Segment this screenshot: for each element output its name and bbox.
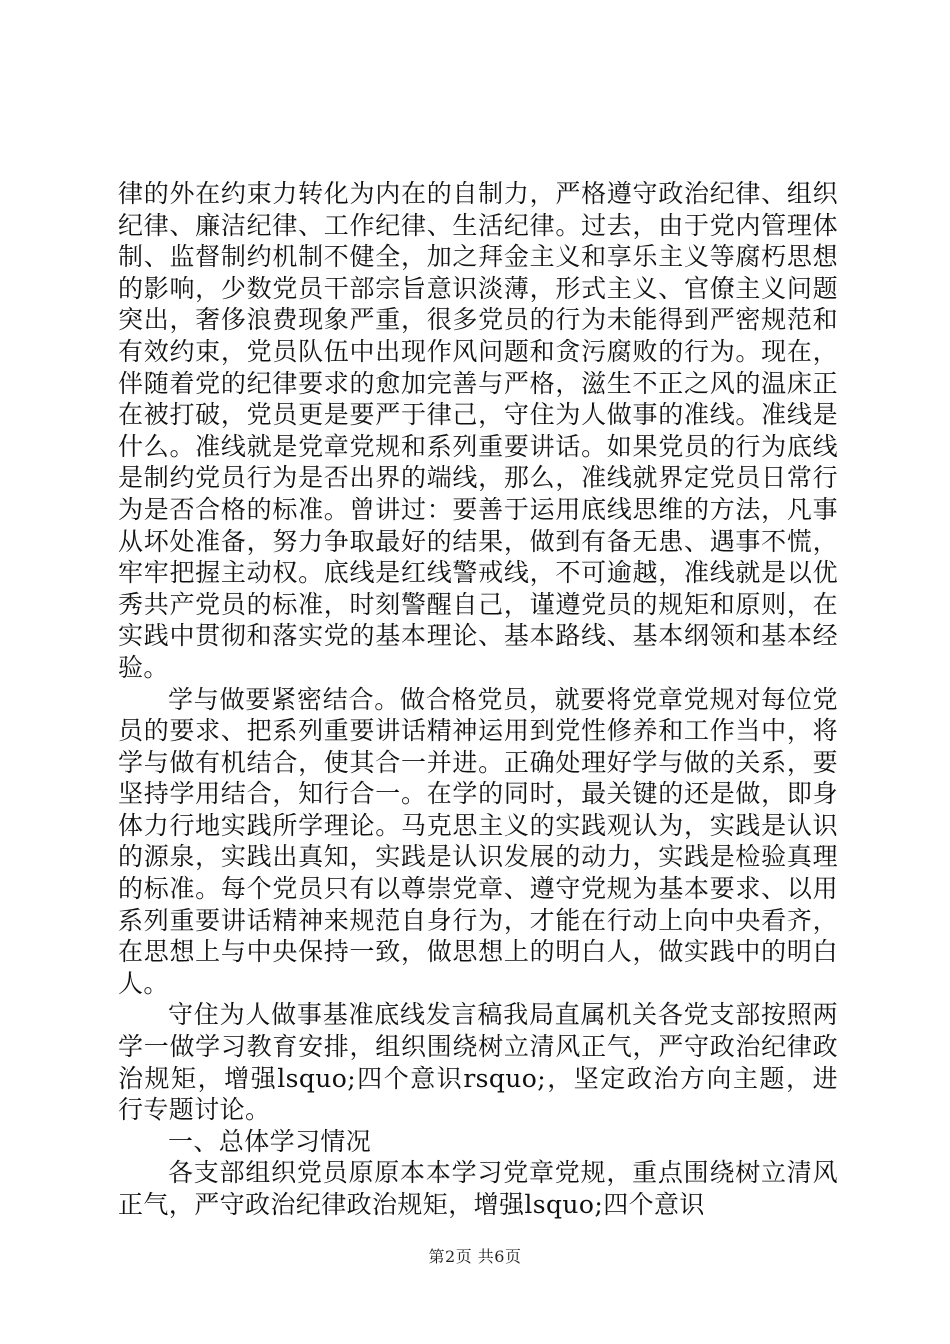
page-footer: 第2页 共6页 xyxy=(428,1247,522,1266)
paragraph-speech-intro: 守住为人做事基准底线发言稿我局直属机关各党支部按照两学一做学习教育安排，组织围绕树立清风正气，严守政治纪律政治规矩，增强lsquo;四个意识rsquo;，坚定政治方向主题，进行专题讨论。 xyxy=(118,1000,838,1125)
section-heading-overall-study: 一、总体学习情况 xyxy=(168,1126,372,1156)
document-body xyxy=(118,178,838,1221)
paragraph-study-and-practice: 学与做要紧密结合。做合格党员，就要将党章党规对每位党员的要求、把系列重要讲话精神运用到党性修养和工作当中，将学与做有机结合，使其合一并进。正确处理好学与做的关系，要坚持学用结合，知行合一。在学的同时，最关键的还是做，即身体力行地实践所学理论。马克思主义的实践观认为，实践是认识的源泉，实践出真知，实践是认识发展的动力，实践是检验真理的标准。每个党员只有以尊崇党章、遵守党规为基本要求、以用系列重要讲话精神来规范自身行为，才能在行动上向中央看齐，在思想上与中央保持一致，做思想上的明白人，做实践中的明白人。 xyxy=(118,684,838,998)
paragraph-branch-study: 各支部组织党员原原本本学习党章党规，重点围绕树立清风正气，严守政治纪律政治规矩，增强lsquo;四个意识 xyxy=(118,1158,838,1219)
paragraph-continuation: 律的外在约束力转化为内在的自制力，严格遵守政治纪律、组织纪律、廉洁纪律、工作纪律、生活纪律。过去，由于党内管理体制、监督制约机制不健全，加之拜金主义和享乐主义等腐朽思想的影响，少数党员干部宗旨意识淡薄，形式主义、官僚主义问题突出，奢侈浪费现象严重，很多党员的行为未能得到严密规范和有效约束，党员队伍中出现作风问题和贪污腐败的行为。现在，伴随着党的纪律要求的愈加完善与严格，滋生不正之风的温床正在被打破，党员更是要严于律己，守住为人做事的准线。准线是什么。准线就是党章党规和系列重要讲话。如果党员的行为底线是制约党员行为是否出界的端线，那么，准线就界定党员日常行为是否合格的标准。曾讲过：要善于运用底线思维的方法，凡事从坏处准备，努力争取最好的结果，做到有备无患、遇事不慌，牢牢把握主动权。底线是红线警戒线，不可逾越，准线就是以优秀共产党员的标准，时刻警醒自己，谨遵党员的规矩和原则，在实践中贯彻和落实党的基本理论、基本路线、基本纲领和基本经验。 xyxy=(118,179,838,682)
